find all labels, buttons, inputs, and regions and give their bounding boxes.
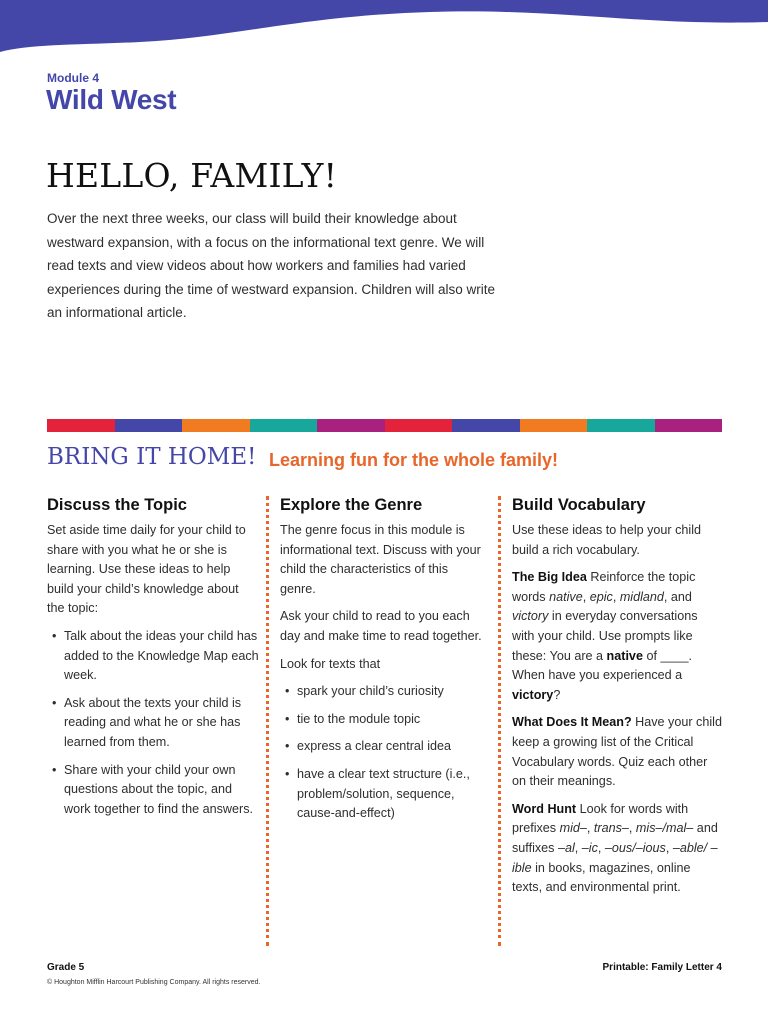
word-hunt-paragraph: Word Hunt Look for words with prefixes mid–, trans–, mis–/mal– and suffixes –al, –ic, –ous/–ious, –able/ –ible in books, magazines, online texts, and environmental print.	[512, 801, 718, 895]
stripe-segment	[385, 419, 453, 432]
build-vocabulary-column	[512, 494, 722, 906]
stripe-segment	[182, 419, 250, 432]
stripe-segment	[520, 419, 588, 432]
intro-paragraph: Over the next three weeks, our class will build their knowledge about westward expansion, with a focus on the informational text genre. We will read texts and view videos about how workers and families had varied experiences during the time of westward expansion. Children will also write an informational article.	[47, 211, 495, 320]
stripe-segment	[587, 419, 655, 432]
stripe-segment	[317, 419, 385, 432]
stripe-segment	[250, 419, 318, 432]
stripe-segment	[115, 419, 183, 432]
copyright-text: © Houghton Mifflin Harcourt Publishing Company. All rights reserved.	[47, 979, 261, 986]
bring-it-home-title: BRING IT HOME!	[47, 444, 257, 470]
bullet-icon: •	[52, 695, 57, 710]
list-item: • Ask about the texts your child is reading and what he or she has learned from them.	[52, 695, 242, 749]
build-vocabulary-heading: Build Vocabulary	[512, 496, 646, 514]
list-item: • have a clear text structure (i.e., problem/solution, sequence, cause-and-effect)	[285, 766, 470, 821]
dotted-divider	[266, 496, 269, 946]
bring-it-home-subtitle: Learning fun for the whole family!	[269, 450, 559, 470]
discuss-topic-heading: Discuss the Topic	[47, 496, 187, 514]
stripe-segment	[655, 419, 723, 432]
big-idea-label: The Big Idea	[512, 570, 587, 585]
explore-genre-heading: Explore the Genre	[280, 496, 423, 514]
stripe-segment	[452, 419, 520, 432]
bullet-icon: •	[285, 711, 290, 726]
discuss-topic-list	[47, 627, 259, 819]
big-idea-paragraph: The Big Idea Reinforce the topic words native, epic, midland, and victory in everyday conversations with your child. Use prompts like these: You are a native of ____. When have you experienced a victory?	[512, 570, 698, 702]
list-item: • Talk about the ideas your child has added to the Knowledge Map each week.	[52, 628, 259, 683]
discuss-topic-column	[47, 494, 259, 827]
greeting-title: HELLO, FAMILY!	[46, 156, 338, 195]
what-does-it-mean-paragraph: What Does It Mean? Have your child keep a growing list of the Critical Vocabulary words. Quiz each other on their meanings.	[512, 715, 722, 789]
bullet-icon: •	[52, 762, 57, 777]
explore-genre-paragraph: The genre focus in this module is informational text. Discuss with your child the characteristics of this genre.	[280, 523, 481, 596]
bullet-icon: •	[52, 628, 57, 643]
printable-label: Printable: Family Letter 4	[602, 962, 722, 973]
dotted-divider	[498, 496, 501, 946]
grade-label: Grade 5	[47, 962, 85, 973]
word-hunt-label: Word Hunt	[512, 801, 577, 816]
color-stripe	[47, 419, 722, 432]
explore-genre-paragraph: Look for texts that	[280, 656, 381, 671]
stripe-segment	[47, 419, 115, 432]
bullet-icon: •	[285, 684, 290, 699]
list-item: • spark your child’s curiosity	[280, 682, 485, 702]
build-vocabulary-paragraph: Use these ideas to help your child build a rich vocabulary.	[512, 523, 702, 557]
discuss-topic-paragraph: Set aside time daily for your child to share with you what he or she is learning. Use these ideas to help build your child’s knowledge about the topic:	[47, 523, 246, 616]
explore-genre-paragraph: Ask your child to read to you each day and make time to read together.	[280, 609, 482, 643]
module-label: Module 4	[47, 71, 100, 85]
explore-genre-list	[280, 682, 485, 824]
header-wave-banner	[0, 0, 768, 60]
explore-genre-column	[280, 494, 485, 832]
bullet-icon: •	[285, 739, 290, 754]
list-item: • Share with your child your own questions about the topic, and work together to find the answers.	[52, 762, 254, 816]
list-item: • tie to the module topic	[280, 710, 485, 730]
bullet-icon: •	[285, 766, 290, 781]
list-item: • express a clear central idea	[280, 737, 485, 757]
what-does-it-mean-label: What Does It Mean?	[512, 715, 632, 730]
module-title: Wild West	[46, 84, 177, 115]
